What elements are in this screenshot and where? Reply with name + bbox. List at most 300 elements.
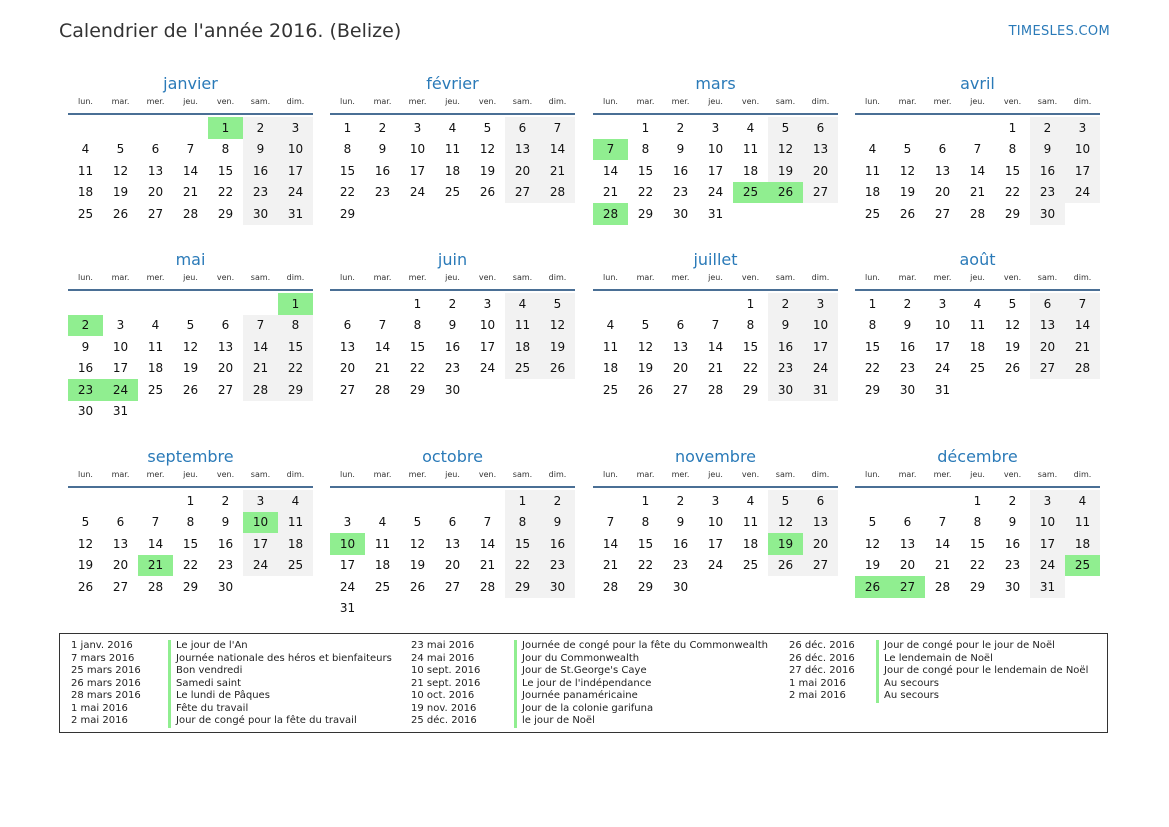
month-9 (330, 446, 575, 619)
legend-holiday-name: Journée nationale des héros et bienfaiteurs (168, 653, 392, 666)
day-cell: 16 (243, 160, 278, 182)
day-cell: 25 (602, 382, 619, 397)
day-cell: 1 (641, 493, 650, 508)
day-cell: 19 (637, 361, 654, 376)
day-cell: 3 (413, 120, 422, 135)
empty-cell (138, 117, 173, 139)
day-cell: 13 (803, 139, 838, 161)
day-grid (68, 488, 313, 598)
day-cell: 8 (343, 142, 352, 157)
day-cell: 6 (343, 318, 352, 333)
day-cell: 21 (1065, 336, 1100, 358)
day-cell: 4 (973, 296, 982, 311)
day-cell: 23 (899, 361, 916, 376)
day-cell: 19 (409, 558, 426, 573)
day-cell: 18 (602, 361, 619, 376)
day-cell: 21 (182, 185, 199, 200)
day-cell: 22 (505, 555, 540, 577)
day-cell: 6 (151, 142, 160, 157)
day-cell: 9 (768, 315, 803, 337)
day-cell: 21 (969, 185, 986, 200)
day-cell: 5 (186, 318, 195, 333)
weekday-label: dim. (548, 97, 567, 106)
empty-cell (68, 490, 103, 512)
day-cell: 8 (868, 318, 877, 333)
day-cell: 29 (1004, 206, 1021, 221)
weekday-label: jeu. (708, 97, 723, 106)
day-cell: 8 (641, 142, 650, 157)
legend-holiday-name: Le lendemain de Noël (876, 653, 993, 666)
day-cell: 6 (676, 318, 685, 333)
day-cell: 2 (768, 293, 803, 315)
weekday-label: dim. (1073, 273, 1092, 282)
day-cell: 14 (602, 163, 619, 178)
day-cell: 25 (374, 579, 391, 594)
legend-date: 23 mai 2016 (411, 640, 475, 651)
weekday-label: jeu. (183, 97, 198, 106)
day-cell: 3 (803, 293, 838, 315)
weekday-label: ven. (741, 470, 760, 479)
day-cell: 10 (1030, 512, 1065, 534)
day-cell: 22 (637, 185, 654, 200)
day-cell: 20 (1030, 336, 1065, 358)
day-cell: 30 (444, 382, 461, 397)
day-cell: 29 (637, 579, 654, 594)
holiday-day-cell: 23 (68, 379, 103, 401)
weekday-header (593, 95, 838, 115)
day-cell: 1 (868, 296, 877, 311)
day-cell: 24 (803, 358, 838, 380)
weekday-header (330, 95, 575, 115)
day-cell: 17 (278, 160, 313, 182)
weekday-label: mer. (933, 97, 952, 106)
holiday-day-cell: 27 (890, 576, 925, 598)
day-cell: 1 (973, 493, 982, 508)
day-cell: 15 (182, 536, 199, 551)
day-cell: 10 (1065, 139, 1100, 161)
day-cell: 21 (479, 558, 496, 573)
day-cell: 17 (803, 336, 838, 358)
day-cell: 6 (448, 515, 457, 530)
day-cell: 16 (217, 536, 234, 551)
day-cell: 20 (147, 185, 164, 200)
holiday-day-cell: 26 (768, 182, 803, 204)
empty-cell (890, 490, 925, 512)
day-cell: 14 (1065, 315, 1100, 337)
day-cell: 29 (278, 379, 313, 401)
day-cell: 12 (768, 512, 803, 534)
day-cell: 4 (746, 120, 755, 135)
day-cell: 13 (1030, 315, 1065, 337)
day-cell: 27 (217, 382, 234, 397)
weekday-label: ven. (741, 273, 760, 282)
day-cell: 18 (147, 361, 164, 376)
day-cell: 2 (676, 493, 685, 508)
month-5 (330, 249, 575, 401)
day-cell: 31 (803, 379, 838, 401)
month-2 (593, 73, 838, 225)
month-name: septembre (147, 447, 234, 466)
month-0 (68, 73, 313, 225)
day-cell: 13 (899, 536, 916, 551)
empty-cell (663, 293, 698, 315)
day-cell: 5 (641, 318, 650, 333)
day-cell: 15 (278, 336, 313, 358)
day-cell: 6 (803, 490, 838, 512)
day-cell: 31 (707, 206, 724, 221)
day-cell: 15 (637, 536, 654, 551)
day-cell: 12 (182, 339, 199, 354)
empty-cell (103, 293, 138, 315)
day-grid (855, 488, 1100, 598)
holiday-day-cell: 26 (855, 576, 890, 598)
empty-cell (855, 490, 890, 512)
day-cell: 30 (899, 382, 916, 397)
day-cell: 4 (151, 318, 160, 333)
day-cell: 28 (934, 579, 951, 594)
day-cell: 18 (742, 536, 759, 551)
day-cell: 11 (278, 512, 313, 534)
day-cell: 16 (1030, 160, 1065, 182)
weekday-label: lun. (78, 470, 93, 479)
day-cell: 23 (540, 555, 575, 577)
month-8 (68, 446, 313, 598)
holiday-day-cell: 19 (768, 533, 803, 555)
day-grid (68, 115, 313, 225)
day-cell: 13 (444, 536, 461, 551)
day-cell: 10 (707, 515, 724, 530)
day-cell: 14 (602, 536, 619, 551)
holiday-day-cell: 10 (330, 533, 365, 555)
day-cell: 25 (742, 558, 759, 573)
day-cell: 7 (151, 515, 160, 530)
day-cell: 10 (409, 142, 426, 157)
weekday-header (330, 271, 575, 291)
day-cell: 11 (864, 163, 881, 178)
weekday-label: sam. (250, 97, 271, 106)
day-cell: 5 (768, 490, 803, 512)
day-cell: 18 (505, 336, 540, 358)
weekday-header (68, 468, 313, 488)
day-cell: 4 (505, 293, 540, 315)
weekday-label: lun. (78, 97, 93, 106)
legend-date: 26 déc. 2016 (789, 640, 855, 651)
month-4 (68, 249, 313, 422)
day-cell: 7 (938, 515, 947, 530)
day-cell: 24 (934, 361, 951, 376)
day-grid (68, 291, 313, 422)
day-cell: 24 (479, 361, 496, 376)
day-cell: 23 (374, 185, 391, 200)
day-cell: 5 (413, 515, 422, 530)
day-cell: 23 (444, 361, 461, 376)
day-cell: 2 (448, 296, 457, 311)
empty-cell (960, 117, 995, 139)
day-cell: 17 (339, 558, 356, 573)
day-cell: 16 (768, 336, 803, 358)
day-cell: 7 (711, 318, 720, 333)
day-cell: 27 (339, 382, 356, 397)
empty-cell (593, 490, 628, 512)
legend-holiday-name: Fête du travail (168, 703, 248, 716)
day-cell: 30 (1030, 203, 1065, 225)
weekday-label: sam. (1037, 470, 1058, 479)
day-cell: 1 (1008, 120, 1017, 135)
legend-date: 19 nov. 2016 (411, 702, 477, 714)
day-cell: 15 (742, 339, 759, 354)
day-cell: 9 (676, 142, 685, 157)
day-cell: 26 (540, 358, 575, 380)
day-cell: 25 (147, 382, 164, 397)
weekday-label: dim. (286, 97, 305, 106)
day-cell: 11 (77, 163, 94, 178)
weekday-label: mer. (671, 470, 690, 479)
day-cell: 19 (899, 185, 916, 200)
empty-cell (925, 117, 960, 139)
empty-cell (173, 117, 208, 139)
day-cell: 31 (112, 404, 129, 419)
weekday-label: sam. (512, 273, 533, 282)
weekday-label: sam. (1037, 273, 1058, 282)
day-cell: 9 (1008, 515, 1017, 530)
empty-cell (698, 293, 733, 315)
legend-date: 10 oct. 2016 (411, 690, 475, 701)
day-cell: 16 (77, 361, 94, 376)
day-cell: 29 (637, 206, 654, 221)
day-cell: 1 (343, 120, 352, 135)
day-cell: 20 (505, 160, 540, 182)
day-cell: 17 (707, 536, 724, 551)
weekday-label: mer. (408, 273, 427, 282)
legend-date: 2 mai 2016 (71, 715, 128, 726)
day-cell: 11 (147, 339, 164, 354)
empty-cell (138, 293, 173, 315)
day-cell: 23 (217, 558, 234, 573)
weekday-label: ven. (1003, 97, 1022, 106)
day-cell: 27 (934, 206, 951, 221)
day-cell: 17 (1030, 533, 1065, 555)
day-cell: 20 (672, 361, 689, 376)
day-cell: 23 (243, 182, 278, 204)
day-grid (855, 115, 1100, 225)
day-cell: 18 (742, 163, 759, 178)
weekday-label: mer. (408, 97, 427, 106)
day-cell: 2 (540, 490, 575, 512)
day-cell: 28 (374, 382, 391, 397)
day-cell: 15 (864, 339, 881, 354)
day-cell: 17 (1065, 160, 1100, 182)
day-cell: 26 (1004, 361, 1021, 376)
weekday-label: mar. (898, 470, 917, 479)
day-cell: 2 (221, 493, 230, 508)
day-cell: 4 (746, 493, 755, 508)
legend-date: 28 mars 2016 (71, 690, 141, 701)
day-cell: 20 (444, 558, 461, 573)
day-cell: 13 (934, 163, 951, 178)
empty-cell (330, 293, 365, 315)
day-cell: 29 (969, 579, 986, 594)
day-cell: 22 (217, 185, 234, 200)
day-cell: 29 (182, 579, 199, 594)
legend-holiday-name: Journée panaméricaine (514, 690, 638, 703)
weekday-label: sam. (512, 470, 533, 479)
month-6 (593, 249, 838, 401)
day-cell: 6 (505, 117, 540, 139)
weekday-label: lun. (865, 470, 880, 479)
weekday-label: ven. (216, 470, 235, 479)
day-cell: 28 (147, 579, 164, 594)
day-cell: 3 (278, 117, 313, 139)
legend-date: 1 mai 2016 (789, 677, 846, 689)
weekday-label: mer. (146, 273, 165, 282)
empty-cell (400, 490, 435, 512)
month-name: février (426, 74, 479, 93)
legend-date: 24 mai 2016 (411, 652, 475, 664)
empty-cell (68, 293, 103, 315)
legend-holiday-name: Le jour de l'indépendance (514, 678, 651, 691)
day-cell: 10 (112, 339, 129, 354)
day-cell: 20 (112, 558, 129, 573)
day-cell: 11 (374, 536, 391, 551)
day-cell: 25 (444, 185, 461, 200)
day-cell: 3 (116, 318, 125, 333)
day-grid (593, 291, 838, 401)
empty-cell (68, 117, 103, 139)
day-cell: 26 (409, 579, 426, 594)
empty-cell (890, 117, 925, 139)
day-cell: 5 (1008, 296, 1017, 311)
day-cell: 23 (672, 558, 689, 573)
day-cell: 26 (768, 555, 803, 577)
day-cell: 2 (1008, 493, 1017, 508)
day-cell: 21 (934, 558, 951, 573)
day-cell: 10 (479, 318, 496, 333)
weekday-label: mar. (898, 97, 917, 106)
day-cell: 21 (540, 160, 575, 182)
day-cell: 26 (182, 382, 199, 397)
weekday-label: dim. (1073, 97, 1092, 106)
weekday-label: mar. (636, 470, 655, 479)
day-cell: 22 (969, 558, 986, 573)
day-cell: 3 (1030, 490, 1065, 512)
weekday-label: lun. (78, 273, 93, 282)
day-cell: 9 (221, 515, 230, 530)
day-cell: 23 (672, 185, 689, 200)
day-cell: 27 (444, 579, 461, 594)
day-cell: 11 (444, 142, 461, 157)
day-cell: 3 (243, 490, 278, 512)
day-cell: 5 (81, 515, 90, 530)
legend-holiday-name: Au secours (876, 690, 939, 703)
weekday-label: dim. (286, 273, 305, 282)
day-cell: 31 (1030, 576, 1065, 598)
day-cell: 2 (676, 120, 685, 135)
day-cell: 9 (378, 142, 387, 157)
day-cell: 2 (378, 120, 387, 135)
weekday-header (593, 468, 838, 488)
day-cell: 5 (768, 117, 803, 139)
day-cell: 20 (899, 558, 916, 573)
weekday-label: sam. (512, 97, 533, 106)
day-cell: 19 (864, 558, 881, 573)
day-cell: 22 (409, 361, 426, 376)
day-cell: 28 (1065, 358, 1100, 380)
day-cell: 3 (711, 120, 720, 135)
holiday-day-cell: 25 (733, 182, 768, 204)
day-cell: 30 (1004, 579, 1021, 594)
day-cell: 10 (803, 315, 838, 337)
day-cell: 5 (483, 120, 492, 135)
day-cell: 12 (637, 339, 654, 354)
weekday-header (855, 271, 1100, 291)
day-cell: 3 (343, 515, 352, 530)
weekday-label: jeu. (708, 273, 723, 282)
day-cell: 25 (278, 555, 313, 577)
legend-holiday-name: Jour du Commonwealth (514, 653, 639, 666)
holiday-day-cell: 7 (593, 139, 628, 161)
legend-holiday-name: Bon vendredi (168, 665, 242, 678)
day-cell: 22 (339, 185, 356, 200)
month-11 (855, 446, 1100, 598)
weekday-label: dim. (811, 273, 830, 282)
weekday-label: mer. (671, 273, 690, 282)
weekday-label: ven. (216, 97, 235, 106)
weekday-label: lun. (340, 470, 355, 479)
day-cell: 4 (1065, 490, 1100, 512)
site-link[interactable]: TIMESLES.COM (1008, 24, 1110, 39)
legend-holiday-name: Jour de la colonie garifuna (514, 703, 653, 716)
weekday-label: lun. (603, 97, 618, 106)
day-cell: 8 (505, 512, 540, 534)
day-cell: 16 (899, 339, 916, 354)
day-cell: 20 (934, 185, 951, 200)
weekday-label: mer. (671, 97, 690, 106)
month-name: octobre (422, 447, 483, 466)
weekday-label: lun. (340, 273, 355, 282)
month-7 (855, 249, 1100, 401)
day-cell: 4 (378, 515, 387, 530)
month-3 (855, 73, 1100, 225)
day-cell: 6 (1030, 293, 1065, 315)
day-cell: 19 (182, 361, 199, 376)
day-cell: 29 (409, 382, 426, 397)
day-cell: 19 (1004, 339, 1021, 354)
legend-holiday-name: Le jour de l'An (168, 640, 248, 653)
day-cell: 4 (81, 142, 90, 157)
day-cell: 29 (505, 576, 540, 598)
day-cell: 13 (672, 339, 689, 354)
weekday-label: sam. (250, 273, 271, 282)
weekday-label: mar. (898, 273, 917, 282)
day-cell: 8 (221, 142, 230, 157)
day-cell: 24 (278, 182, 313, 204)
weekday-label: sam. (775, 273, 796, 282)
weekday-label: dim. (286, 470, 305, 479)
weekday-label: ven. (216, 273, 235, 282)
legend-holiday-name: Samedi saint (168, 678, 241, 691)
month-name: mai (175, 250, 206, 269)
day-grid (593, 488, 838, 598)
day-cell: 1 (186, 493, 195, 508)
day-cell: 11 (505, 315, 540, 337)
day-cell: 16 (1004, 536, 1021, 551)
weekday-label: ven. (1003, 470, 1022, 479)
day-cell: 24 (243, 555, 278, 577)
day-cell: 14 (707, 339, 724, 354)
month-name: décembre (937, 447, 1018, 466)
legend-date: 21 sept. 2016 (411, 677, 481, 689)
day-cell: 24 (707, 185, 724, 200)
